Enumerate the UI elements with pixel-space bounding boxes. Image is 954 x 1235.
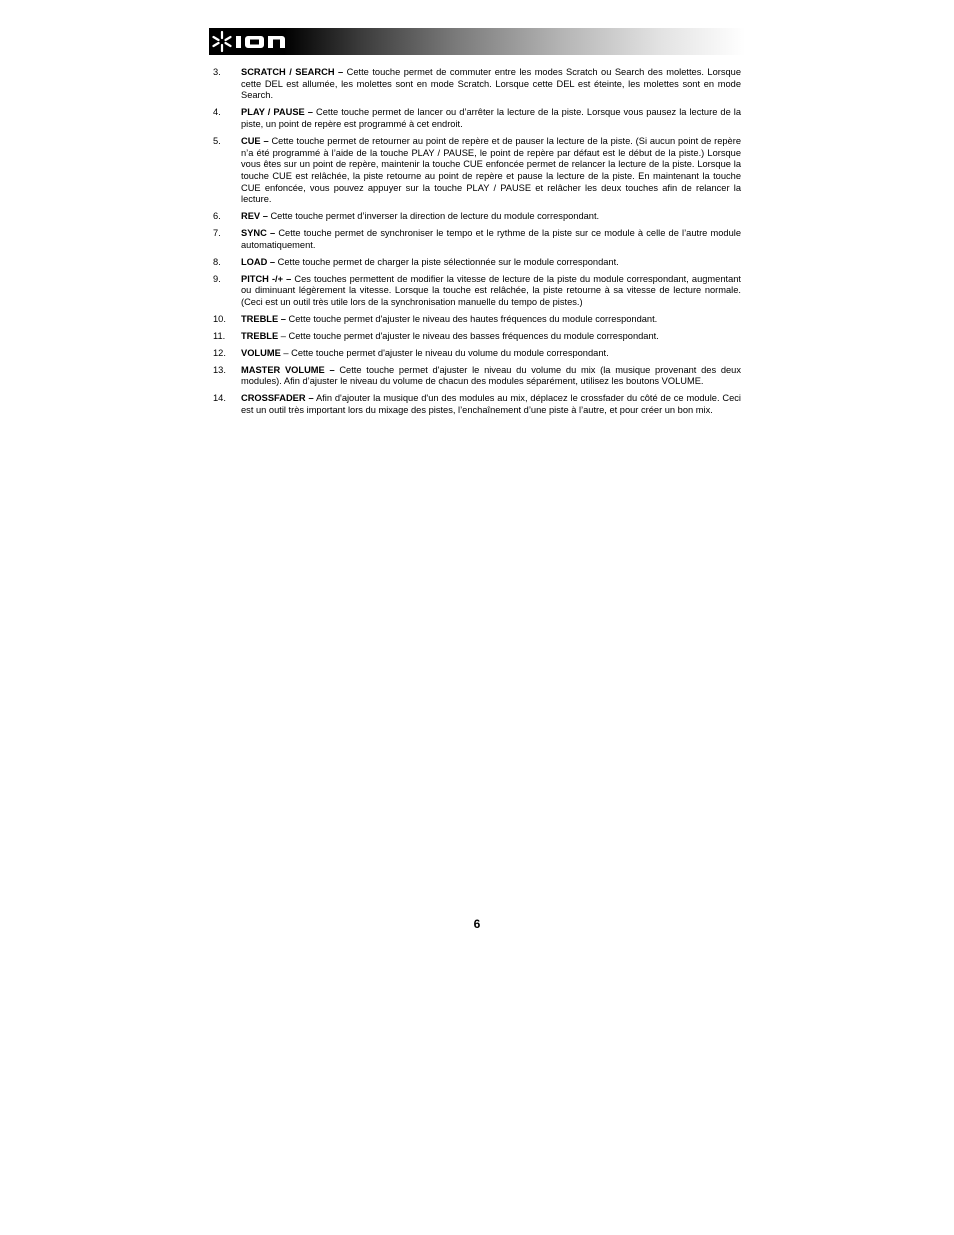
list-item — [213, 228, 741, 251]
list-item — [213, 136, 741, 206]
list-item — [213, 211, 741, 223]
list-item-body — [241, 274, 741, 309]
list-item-number: 7. — [213, 228, 221, 239]
list-item-body — [241, 67, 741, 102]
list-item-body — [241, 365, 741, 388]
list-item-body — [241, 348, 741, 360]
list-item-number: 8. — [213, 256, 221, 267]
instruction-list — [213, 67, 741, 422]
list-item-body — [241, 257, 741, 269]
list-item-body — [241, 331, 741, 343]
list-item-body — [241, 393, 741, 416]
list-item — [213, 331, 741, 343]
list-item — [213, 274, 741, 309]
list-item-term: SYNC – — [241, 228, 276, 239]
list-item-number: 12. — [213, 347, 226, 358]
ion-logo — [212, 30, 288, 53]
list-item-term: TREBLE — [241, 330, 279, 341]
list-item-body — [241, 136, 741, 206]
list-item-text: – Cette touche permet d'ajuster le niveau des basses fréquences du module correspondant. — [278, 330, 659, 341]
list-item — [213, 314, 741, 326]
ion-starburst-icon — [214, 32, 231, 51]
list-item-text: Cette touche permet de commuter entre les modes Scratch ou Search des molettes. Lorsque cette DEL est allumée, les molettes sont en mode Scratch. Lorsque cette DEL est éteinte, les molettes sont en mode Search. — [241, 67, 741, 101]
list-item — [213, 257, 741, 269]
list-item-text: Cette touche permet d'ajuster le niveau du volume du mix (la musique provenant des deux modules). Afin d’ajuster le niveau du volume de chacun des modules séparément, utilisez les boutons VOLUME. — [241, 364, 741, 387]
list-item-body — [241, 107, 741, 130]
list-item-body — [241, 228, 741, 251]
list-item-term: CUE – — [241, 135, 269, 146]
list-item-number: 14. — [213, 393, 226, 404]
list-item-text: Ces touches permettent de modifier la vitesse de lecture de la piste du module correspondant, augmentant ou diminuant légèrement la vitesse. Lorsque la touche est relâchée, la piste retourne à sa vitesse de lecture normale. (Ceci est un outil très utile lors de la synchronisation manuelle du tempo de pistes.) — [241, 273, 742, 308]
page-number: 6 — [473, 917, 481, 931]
list-item-number: 10. — [213, 313, 226, 324]
list-item-text: Cette touche permet de synchroniser le tempo et le rythme de la piste sur ce module à celle de l’autre module automatiquement. — [241, 228, 742, 250]
list-item-term: PITCH -/+ – — [241, 273, 292, 284]
list-item-body — [241, 211, 741, 223]
list-item-number: 4. — [213, 107, 221, 118]
list-item-term: CROSSFADER – — [241, 393, 314, 404]
list-item-body — [241, 314, 741, 326]
list-item — [213, 348, 741, 360]
list-item — [213, 67, 741, 102]
list-item-term: TREBLE – — [241, 313, 286, 324]
list-item-text: Cette touche permet de retourner au point de repère et de pauser la lecture de la piste. (Si aucun point de repère n’a été programmé à l’aide de la touche PLAY / PAUSE, le point de repère par défaut est le début de la piste.) Lorsque vous êtes sur un point de repère, maintenir la touche CUE enfoncée permet de relancer la lecture de la piste. Lorsque la touche CUE est relâchée, la piste retourne au point de repère et pause la lecture de la piste. En maintenant la touche CUE enfoncée, vous pouvez appuyer sur la touche PLAY / PAUSE et relâcher les deux touches afin de relancer la lecture. — [241, 135, 741, 205]
list-item-term: REV – — [241, 211, 268, 222]
list-item-number: 13. — [213, 364, 226, 375]
list-item-text: Cette touche permet d'ajuster le niveau des hautes fréquences du module correspondant. — [285, 313, 658, 324]
list-item-text: Cette touche permet de lancer ou d’arrêter la lecture de la piste. Lorsque vous pausez la lecture de la piste, un point de repère est programmé à cet endroit. — [241, 107, 741, 129]
list-item-term: VOLUME — [241, 347, 281, 358]
list-item-text: Afin d'ajouter la musique d'un des modules au mix, déplacez le crossfader du côté de ce module. Ceci est un outil très important lors du mixage des pistes, l’enchaînement d’une piste à l’autre, et pour créer un bon mix. — [241, 393, 741, 415]
list-item-term: PLAY / PAUSE – — [241, 107, 313, 118]
list-item-term: SCRATCH / SEARCH – — [241, 67, 344, 77]
list-item-number: 6. — [213, 211, 221, 222]
header-bar — [209, 28, 745, 55]
list-item-text: – Cette touche permet d'ajuster le niveau du volume du module correspondant. — [280, 347, 609, 358]
list-item-number: 3. — [213, 67, 221, 77]
list-item — [213, 365, 741, 388]
list-item-term: MASTER VOLUME – — [241, 364, 335, 375]
list-item-number: 5. — [213, 135, 221, 146]
list-item-text: Cette touche permet de charger la piste sélectionnée sur le module correspondant. — [275, 256, 619, 267]
list-item — [213, 393, 741, 416]
list-item-number: 11. — [213, 330, 226, 341]
list-item-text: Cette touche permet d’inverser la direction de lecture du module correspondant. — [267, 211, 600, 222]
list-item-number: 9. — [213, 273, 221, 284]
list-item-term: LOAD – — [241, 256, 276, 267]
list-item — [213, 107, 741, 130]
